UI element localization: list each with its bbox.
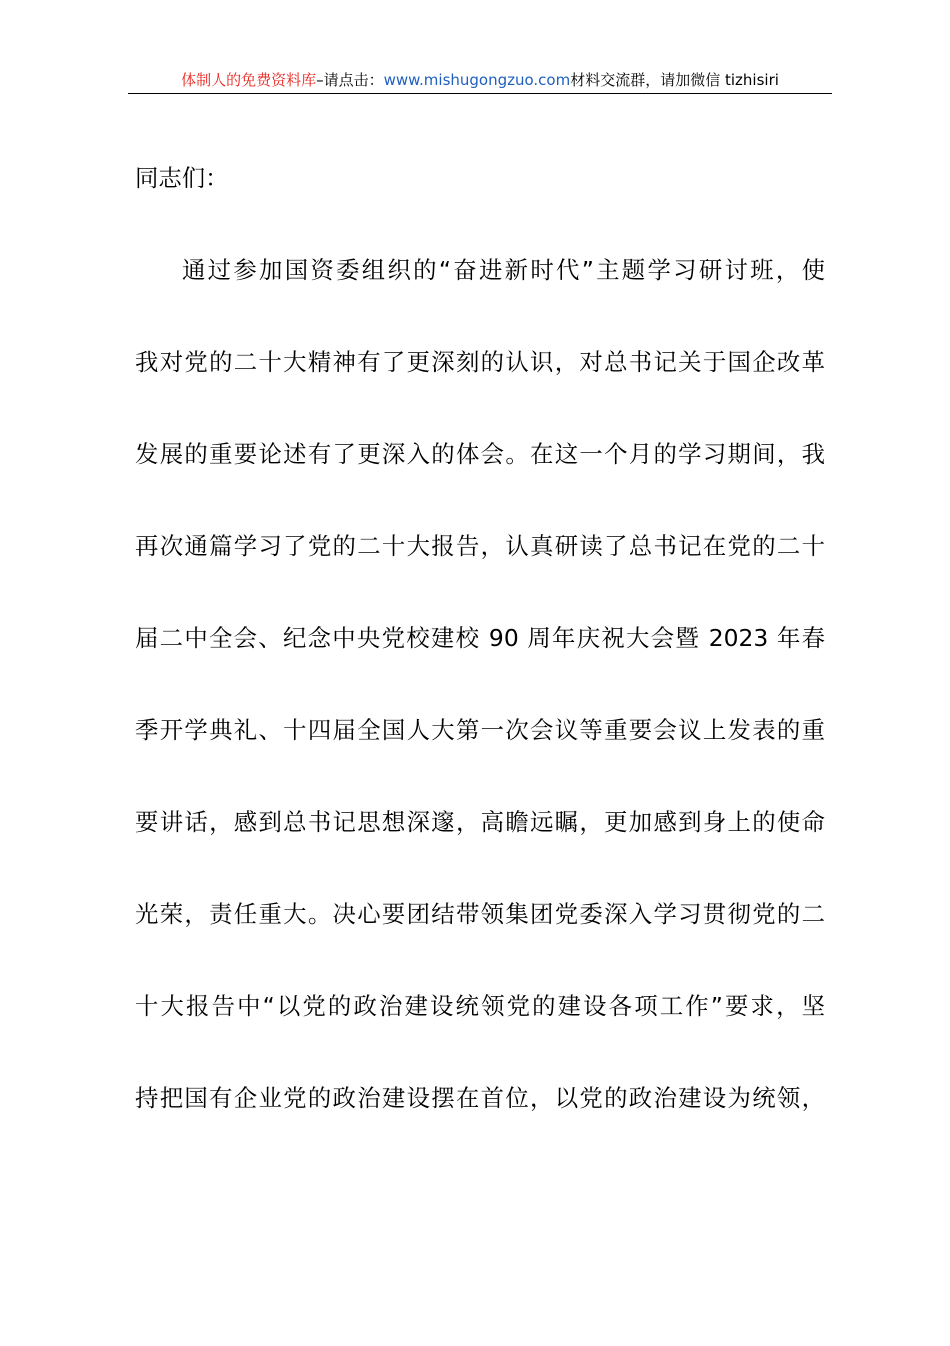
paragraph-line: 光荣，责任重大。决心要团结带领集团党委深入学习贯彻党的二 — [135, 900, 825, 928]
paragraph-line: 要讲话，感到总书记思想深邃，高瞻远瞩，更加感到身上的使命 — [135, 808, 825, 836]
header-contact-note: 材料交流群，请加微信 tizhisiri — [570, 71, 779, 89]
paragraph-line: 季开学典礼、十四届全国人大第一次会议等重要会议上发表的重 — [135, 716, 825, 744]
header-brand: 体制人的免费资料库 — [181, 71, 317, 89]
paragraph-line: 再次通篇学习了党的二十大报告，认真研读了总书记在党的二十 — [135, 532, 825, 560]
paragraph-line: 十大报告中“以党的政治建设统领党的建设各项工作”要求，坚 — [135, 992, 825, 1020]
page-header — [128, 66, 832, 94]
paragraph-line: 届二中全会、纪念中央党校建校 90 周年庆祝大会暨 2023 年春 — [135, 624, 825, 652]
salutation: 同志们： — [135, 164, 229, 192]
header-separator: –请点击： — [316, 71, 384, 89]
paragraph-line: 发展的重要论述有了更深入的体会。在这一个月的学习期间，我 — [135, 440, 825, 468]
header-url-link[interactable]: www.mishugongzuo.com — [383, 71, 571, 89]
paragraph-line: 我对党的二十大精神有了更深刻的认识，对总书记关于国企改革 — [135, 348, 825, 376]
paragraph-line: 通过参加国资委组织的“奋进新时代”主题学习研讨班，使 — [182, 256, 825, 284]
paragraph-line: 持把国有企业党的政治建设摆在首位，以党的政治建设为统领， — [135, 1084, 825, 1112]
document-body — [135, 155, 825, 1121]
